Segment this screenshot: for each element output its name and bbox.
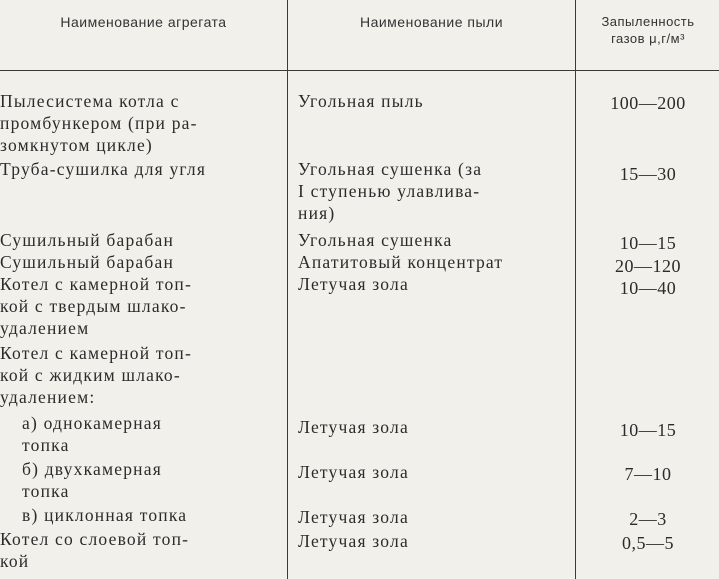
table-row-value: 15—30 (619, 164, 677, 184)
table-row-unit: в) циклонная топка (22, 505, 188, 525)
table-row-value: 2—3 (629, 509, 667, 529)
table-row-dust: Угольная сушенка (298, 230, 453, 250)
table-row-unit: а) однокамерная топка (22, 413, 163, 455)
table-row-unit: Сушильный барабан (0, 252, 175, 272)
table-row-unit: б) двухкамерная топка (22, 459, 162, 501)
table-row-unit: Труба-сушилка для угля (0, 159, 207, 179)
table-row-unit: Котел с камерной топ- кой с твердым шлако- удалением (0, 274, 192, 338)
table-row-dust: Угольная пыль (298, 91, 424, 111)
table-row-value: 10—15 (619, 420, 677, 440)
table-row-dust: Угольная сушенка (за I ступенью улавлива- ния) (298, 159, 483, 223)
column-divider-2 (575, 0, 576, 579)
table-row-value: 10—15 (619, 233, 677, 253)
table-row-value: 100—200 (610, 93, 686, 113)
table-row-unit: Котел с камерной топ- кой с жидким шлако- удалением: (0, 343, 192, 407)
table-row-dust: Летучая зола (298, 417, 409, 437)
table-row-dust: Апатитовый концентрат (298, 252, 504, 272)
table-row-value: 7—10 (624, 464, 672, 484)
table-row-dust: Летучая зола (298, 274, 409, 294)
header-dust-concentration-line1: Запыленность (601, 14, 695, 29)
table-row-value: 10—40 (619, 278, 677, 298)
table-row-value: 20—120 (615, 256, 681, 276)
table-row-dust: Летучая зола (298, 531, 409, 551)
table-row-unit: Сушильный барабан (0, 230, 175, 250)
header-dust-concentration-line2: газов μ,г/м³ (611, 31, 685, 46)
header-unit-name: Наименование агрегата (60, 14, 227, 30)
table-row-value: 0,5—5 (622, 533, 674, 553)
table-row-dust: Летучая зола (298, 507, 409, 527)
table-row-dust: Летучая зола (298, 462, 409, 482)
header-separator (0, 70, 719, 71)
table-row-unit: Пылесистема котла с промбункером (при ра- зомкнутом цикле) (0, 91, 198, 155)
table-row-unit: Котел со слоевой топ- кой (0, 529, 190, 571)
column-divider-1 (287, 0, 288, 579)
header-dust-name: Наименование пыли (359, 14, 504, 30)
